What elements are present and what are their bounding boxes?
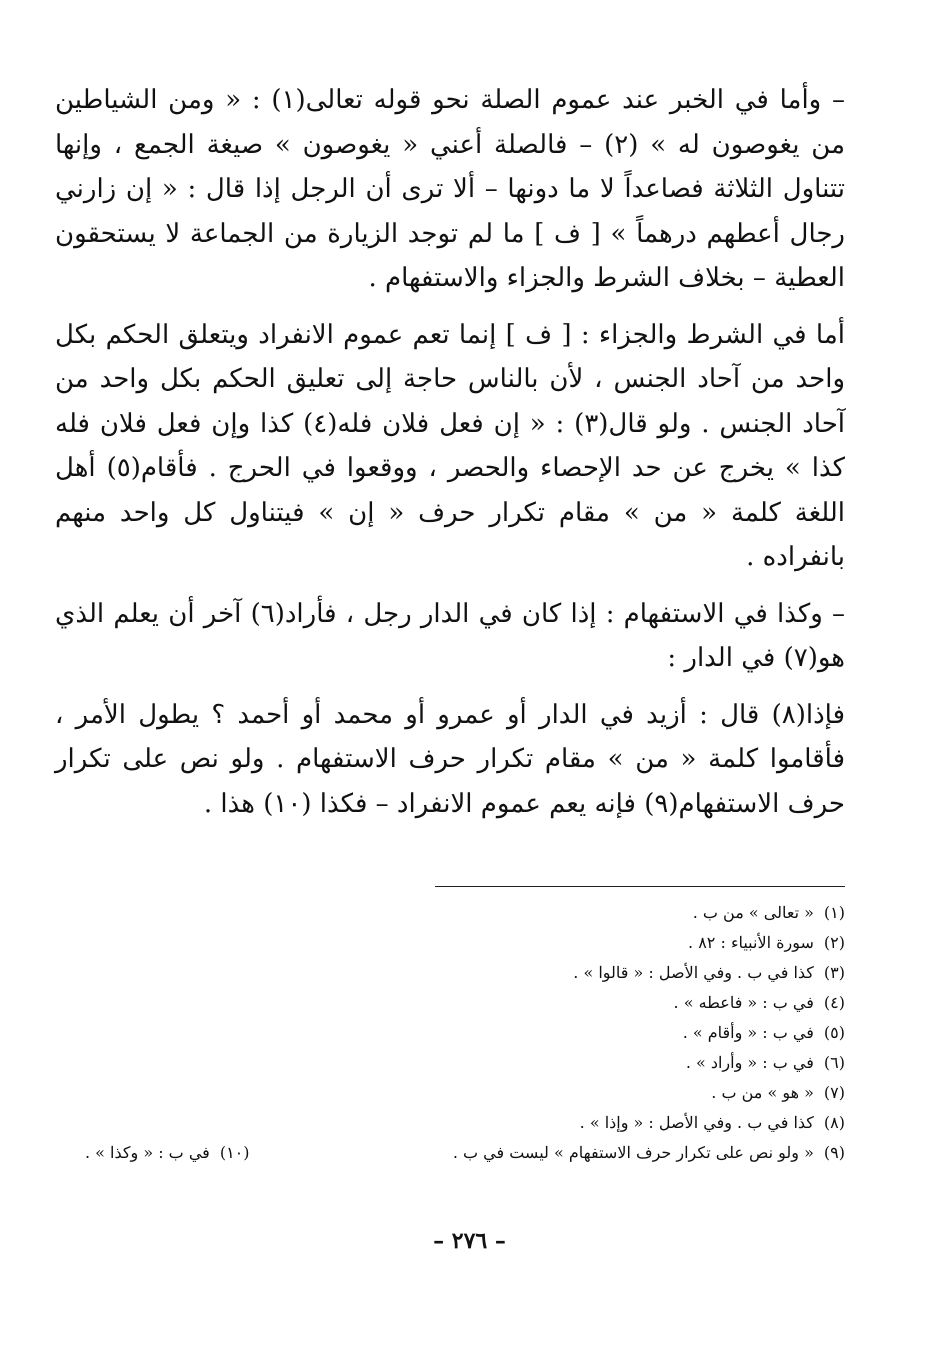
footnote-5 [55,1018,845,1048]
footnote-text: في ب : « فاعطه » . [673,993,814,1012]
footnote-1 [55,898,845,928]
footnote-number: (٧) [823,1083,845,1102]
footnote-2 [55,928,845,958]
footnote-9 [453,1138,845,1168]
paragraph-1: – وأما في الخبر عند عموم الصلة نحو قوله تعالى(١) : « ومن الشياطين من يغوصون له » (٢) – فالصلة أعني « يغوصون » صيغة الجمع ، وإنها تتناول الثلاثة فصاعداً لا ما دونها – ألا ترى أن الرجل إذا قال : « إن زارني رجال أعطهم درهماً » [ ف ] ما لم توجد الزيارة من الجماعة لا يستحقون العطية – بخلاف الشرط والجزاء والاستفهام . [55,85,845,293]
paragraph-3: – وكذا في الاستفهام : إذا كان في الدار رجل ، فأراد(٦) آخر أن يعلم الذي هو(٧) في الدار : [55,598,845,673]
footnote-number: (٤) [823,993,845,1012]
footnotes [55,898,845,1168]
footnote-text: « ولو نص على تكرار حرف الاستفهام » ليست في ب . [452,1143,814,1162]
footnote-text: « تعالى » من ب . [692,903,814,922]
footnote-text: في ب : « وأقام » . [682,1023,814,1042]
footnote-text: كذا في ب . وفي الأصل : « وإذا » . [579,1113,814,1132]
footnote-row-last [55,1138,845,1168]
footnote-number: (١٠) [219,1143,250,1162]
footnote-number: (٥) [823,1023,845,1042]
footnote-7 [55,1078,845,1108]
main-text [55,78,845,826]
footnote-text: في ب : « وأراد » . [685,1053,814,1072]
footnote-text: « هو » من ب . [711,1083,814,1102]
footnote-text: سورة الأنبياء : ٨٢ . [688,933,814,952]
footnote-number: (١) [823,903,845,922]
footnote-number: (٩) [823,1143,845,1162]
footnote-number: (٨) [823,1113,845,1132]
footnote-divider [435,886,845,887]
footnote-number: (٣) [823,963,845,982]
page-number: – ٢٧٦ – [433,1228,506,1254]
paragraph-2: أما في الشرط والجزاء : [ ف ] إنما تعم عموم الانفراد ويتعلق الحكم بكل واحد من آحاد الجنس ، لأن بالناس حاجة إلى تعليق الحكم بكل واحد من آحاد الجنس . ولو قال(٣) : « إن فعل فلان فله(٤) كذا وإن فعل فلان فله كذا » يخرج عن حد الإحصاء والحصر ، ووقعوا في الحرج . فأقام(٥) أهل اللغة كلمة « من » مقام تكرار حرف « إن » فيتناول كل واحد منهم بانفراده . [55,319,845,572]
paragraph-4: فإذا(٨) قال : أزيد في الدار أو عمرو أو محمد أو أحمد ؟ يطول الأمر ، فأقاموا كلمة « من » مقام تكرار حرف الاستفهام . ولو نص على تكرار حرف الاستفهام(٩) فإنه يعم عموم الانفراد – فكذا (١٠) هذا . [55,699,845,819]
footnote-4 [55,988,845,1018]
footnote-10 [85,1138,250,1168]
footnote-3 [55,958,845,988]
footnote-6 [55,1048,845,1078]
footnote-number: (٦) [823,1053,845,1072]
footnote-text: في ب : « وكذا » . [85,1143,210,1162]
footnote-number: (٢) [823,933,845,952]
footnote-text: كذا في ب . وفي الأصل : « قالوا » . [573,963,814,982]
footnote-8 [55,1108,845,1138]
